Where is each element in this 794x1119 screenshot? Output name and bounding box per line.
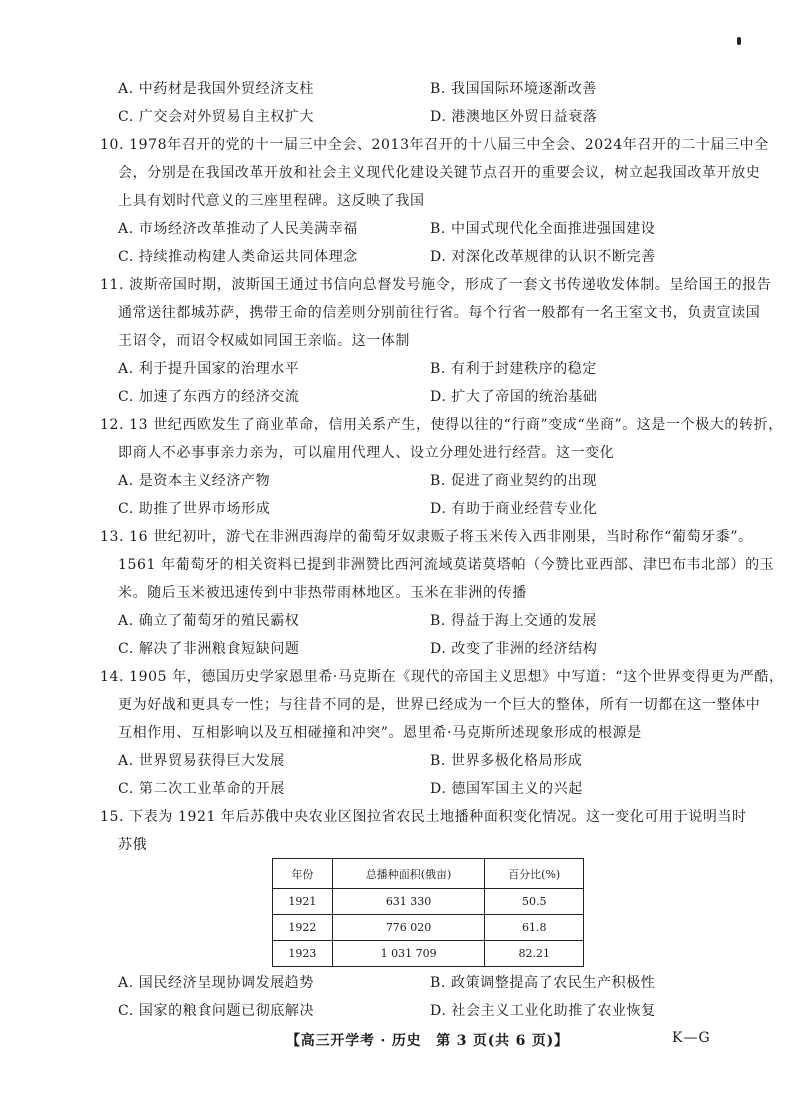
q14-option-d: D. 德国军国主义的兴起 bbox=[430, 781, 583, 797]
q11-stem-line-2: 通常送往都城苏萨，携带王命的信差则分别前往行省。每个行省一般都有一名王室文书，负责宣读国 bbox=[118, 305, 761, 321]
q10-option-b: B. 中国式现代化全面推进强国建设 bbox=[430, 221, 656, 237]
q10-stem-line-1: 10. 1978年召开的党的十一届三中全会、2013年召开的十八届三中全会、2024年召开的二十届三中全 bbox=[100, 137, 769, 153]
q15-stem-line-2: 苏俄 bbox=[118, 837, 148, 853]
q15-stem-line-1: 15. 下表为 1921 年后苏俄中央农业区图拉省农民土地播种面积变化情况。这一变化可用于说明当时 bbox=[100, 809, 747, 825]
q10-option-a: A. 市场经济改革推动了人民美满幸福 bbox=[118, 221, 358, 237]
page-footer: 【高三开学考 · 历史 第 3 页(共 6 页)】 bbox=[286, 1033, 569, 1049]
q10-option-c: C. 持续推动构建人类命运共同体理念 bbox=[118, 249, 358, 265]
table-header-year: 年份 bbox=[273, 859, 333, 889]
q11-option-a: A. 利于提升国家的治理水平 bbox=[118, 361, 300, 377]
q13-option-b: B. 得益于海上交通的发展 bbox=[430, 613, 597, 629]
table-cell-area: 776 020 bbox=[332, 915, 485, 941]
table-cell-year: 1923 bbox=[273, 941, 333, 967]
q13-option-d: D. 改变了非洲的经济结构 bbox=[430, 641, 598, 657]
q14-stem-line-3: 互相作用、互相影响以及互相碰撞和冲突”。恩里希·马克斯所述现象形成的根源是 bbox=[118, 725, 642, 741]
q10-stem-line-2: 会，分别是在我国改革开放和社会主义现代化建设关键节点召开的重要会议，树立起我国改革开放史 bbox=[118, 165, 761, 181]
q13-stem-line-2: 1561 年葡萄牙的相关资料已提到非洲赞比西河流域莫诺莫塔帕（今赞比亚西部、津巴布韦北部）的玉 bbox=[118, 557, 775, 573]
q13-stem-line-3: 米。随后玉米被迅速传到中非热带雨林地区。玉米在非洲的传播 bbox=[118, 585, 527, 601]
q14-stem-line-1: 14. 1905 年，德国历史学家恩里希·马克斯在《现代的帝国主义思想》中写道：“这个世界变得更为严酷， bbox=[100, 669, 784, 685]
q15-option-b: B. 政策调整提高了农民生产积极性 bbox=[430, 975, 656, 991]
q15-option-a: A. 国民经济呈现协调发展趋势 bbox=[118, 975, 315, 991]
q12-stem-line-1: 12. 13 世纪西欧发生了商业革命，信用关系产生，使得以往的“行商”变成“坐商”。这是一个极大的转折， bbox=[100, 417, 783, 433]
paper-code: K—G bbox=[672, 1030, 711, 1046]
table-header-area: 总播种面积(俄亩) bbox=[332, 859, 485, 889]
q11-stem-line-3: 王诏令，而诏令权威如同国王亲临。这一体制 bbox=[118, 333, 410, 349]
q13-option-c: C. 解决了非洲粮食短缺问题 bbox=[118, 641, 300, 657]
q14-option-c: C. 第二次工业革命的开展 bbox=[118, 781, 285, 797]
table-cell-percent: 82.21 bbox=[485, 941, 584, 967]
table-header-row bbox=[273, 859, 584, 889]
q12-option-b: B. 促进了商业契约的出现 bbox=[430, 473, 597, 489]
table-row bbox=[273, 941, 584, 967]
table-row bbox=[273, 915, 584, 941]
q12-option-d: D. 有助于商业经营专业化 bbox=[430, 501, 598, 517]
q14-option-a: A. 世界贸易获得巨大发展 bbox=[118, 753, 285, 769]
q9-option-b: B. 我国国际环境逐渐改善 bbox=[430, 81, 597, 97]
q13-stem-line-1: 13. 16 世纪初叶，游弋在非洲西海岸的葡萄牙奴隶贩子将玉米传入西非刚果，当时称作“葡萄牙黍”。 bbox=[100, 529, 753, 545]
q14-stem-line-2: 更为好战和更具专一性；与往昔不同的是，世界已经成为一个巨大的整体，所有一切都在这一整体中 bbox=[118, 697, 761, 713]
table-cell-year: 1922 bbox=[273, 915, 333, 941]
q15-option-c: C. 国家的粮食问题已彻底解决 bbox=[118, 1003, 315, 1019]
q13-option-a: A. 确立了葡萄牙的殖民霸权 bbox=[118, 613, 300, 629]
q12-option-c: C. 助推了世界市场形成 bbox=[118, 501, 271, 517]
q12-stem-line-2: 即商人不必事事亲力亲为，可以雇用代理人、设立分理处进行经营。这一变化 bbox=[118, 445, 615, 461]
q10-stem-line-3: 上具有划时代意义的三座里程碑。这反映了我国 bbox=[118, 193, 425, 209]
table-header-percent: 百分比(%) bbox=[485, 859, 584, 889]
table-cell-area: 1 031 709 bbox=[332, 941, 485, 967]
table-cell-percent: 61.8 bbox=[485, 915, 584, 941]
q11-option-b: B. 有利于封建秩序的稳定 bbox=[430, 361, 597, 377]
q11-option-d: D. 扩大了帝国的统治基础 bbox=[430, 389, 598, 405]
q11-option-c: C. 加速了东西方的经济交流 bbox=[118, 389, 300, 405]
q10-option-d: D. 对深化改革规律的认识不断完善 bbox=[430, 249, 656, 265]
q12-option-a: A. 是资本主义经济产物 bbox=[118, 473, 271, 489]
table-cell-year: 1921 bbox=[273, 889, 333, 915]
scan-mark bbox=[737, 37, 741, 45]
q11-stem-line-1: 11. 波斯帝国时期，波斯国王通过书信向总督发号施令，形成了一套文书传递收发体制。呈给国王的报告 bbox=[100, 277, 772, 293]
table-cell-area: 631 330 bbox=[332, 889, 485, 915]
table-cell-percent: 50.5 bbox=[485, 889, 584, 915]
q15-option-d: D. 社会主义工业化助推了农业恢复 bbox=[430, 1003, 656, 1019]
q9-option-c: C. 广交会对外贸易自主权扩大 bbox=[118, 109, 315, 125]
sowing-area-table bbox=[272, 858, 584, 967]
table-row bbox=[273, 889, 584, 915]
q9-option-a: A. 中药材是我国外贸经济支柱 bbox=[118, 81, 315, 97]
q9-option-d: D. 港澳地区外贸日益衰落 bbox=[430, 109, 598, 125]
q14-option-b: B. 世界多极化格局形成 bbox=[430, 753, 583, 769]
